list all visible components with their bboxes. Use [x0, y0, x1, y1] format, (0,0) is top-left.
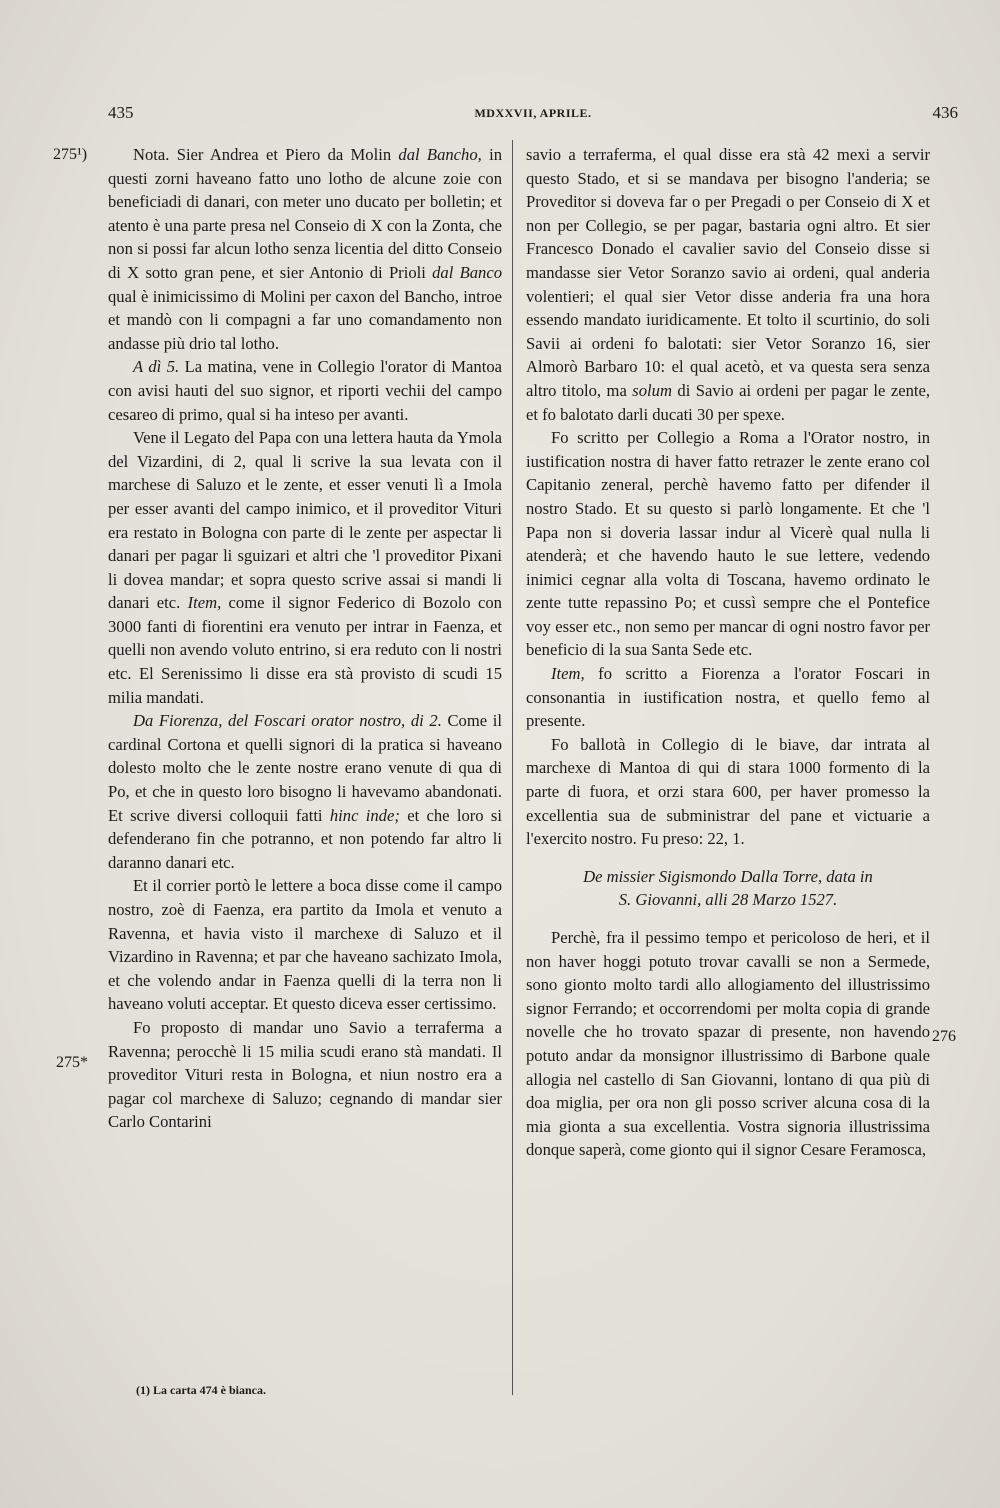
margin-note-275b: 275* — [56, 1054, 88, 1071]
paragraph: Item, fo scritto a Fiorenza a l'orator Foscari in consonantia in iustification nostra, et quello femo al presente. — [526, 664, 930, 731]
paragraph: Perchè, fra il pessimo tempo et pericoloso de heri, et il non haver hoggi potuto trovar cavalli se non a Sermede, sono gionto molto tardi allo allogiamento del illustrissimo signor Ferrando; et occorrendomi per molta copia di grande novelle che ho trovato spazar di presente, non havendo potuto andar da monsignor illustrissimo di Barbone quale allogia nel castello di San Giovanni, lontano di qua più di doa miglia, per ora non gli posso scriver alcuna cosa di la mia gionta a sua excellentia. Vostra signoria illustrissima donque saperà, come gionto qui il signor Cesare Feramosca, — [526, 928, 930, 1160]
paragraph: A dì 5. La matina, vene in Collegio l'orator di Mantoa con avisi hauti del suo signor, et riporti vechii del campo cesareo di primo, qual si ha inteso per avanti. — [108, 357, 502, 424]
paragraph: savio a terraferma, el qual disse era stà 42 mexi a servir questo Stado, et si se mandava per bisogno l'anderia; se Proveditor si doveva far o per Pregadi o per Conseio di X et non per Collegio, se per pagar, bastaria ogni altro. Et sier Francesco Donado el cavalier savio del Conseio disse si mandasse sier Vetor Soranzo savio ai ordeni, qual anderia volentieri; el qual sier Vetor disse anderia fra una hora essendo mandato iuridicamente. Et tolto il scurtinio, do soli Savii ai ordeni fo balotati: sier Vetor Soranzo 16, sier Almorò Barbaro 10: el qual acetò, et va questa sera senza altro titolo, ma solum di Savio ai ordeni per pagar le zente, et fo balotato darli ducati 30 per spexe. — [526, 145, 930, 424]
column-divider — [512, 140, 513, 1395]
footnote: (1) La carta 474 è bianca. — [136, 1383, 266, 1397]
paragraph: Nota. Sier Andrea et Piero da Molin dal Bancho, in questi zorni haveano fatto uno lotho de alcune zoie con beneficiadi di danari, con meter uno ducato per bolletin; et atento è una parte presa nel Conseio di X con la Zonta, che non si possi far alcun lotho senza licentia del ditto Conseio di X sotto gran pene, et sier Antonio di Prioli dal Banco qual è inimicissimo di Molini per caxon del Bancho, introe et mandò con li compagni a far uno comandamento non andasse più drio tal lotho. — [108, 145, 503, 353]
left-column — [108, 143, 502, 1134]
paragraph: Fo ballotà in Collegio di le biave, dar intrata al marchexe di Mantoa di qui di stara 1000 formento di la parte di fuora, et orzi stara 600, per haver promesso la excellentia sua de subministrar del pane et victuarie a l'exercito nostro. Fu preso: 22, 1. — [526, 734, 930, 849]
section-heading: De missier Sigismondo Dalla Torre, data in S. Giovanni, alli 28 Marzo 1527. — [583, 866, 873, 910]
right-column — [526, 143, 930, 1162]
paragraph: Fo proposto di mandar uno Savio a terraferma a Ravenna; perocchè li 15 milia scudi erano stà mandati. Il proveditor Vituri resta in Bologna, et niun nostro era a pagar col marchexe di Saluzo; cegnando di mandar sier Carlo Contarini — [108, 1017, 502, 1132]
paragraph: Et il corrier portò le lettere a boca disse come il campo nostro, zoè di Faenza, era partito da Imola et venuto a Ravenna, et havia visto il marchexe di Saluzo et il Vizardino in Ravenna; et par che haveano sachizato Imola, et che volendo andar in Faenza quelli di la terra non li haveano voluti acceptar. Et questo diceva esser certissimo. — [108, 876, 502, 1014]
running-title: MDXXVII, APRILE. — [474, 106, 592, 120]
paragraph: Da Fiorenza, del Foscari orator nostro, di 2. Come il cardinal Cortona et quelli signori di la pratica si haveano dolesto molto che le zente nostre erano venute di qua di Po, et che in questo loro bisogno li havevamo abandonati. Et scrive diversi colloquii fatti hinc inde; et che loro si defenderano fin che potranno, et non potendo far altro li daranno danari etc. — [108, 711, 502, 872]
left-page-number: 435 — [108, 103, 134, 122]
margin-note-276: 276 — [932, 1028, 956, 1045]
paragraph: Fo scritto per Collegio a Roma a l'Orator nostro, in iustification nostra di haver fatto retrazer le zente erano col Capitanio zeneral, perchè havemo fatto per difender il nostro Stado. Et su questo si parlò longamente. Et che 'l Papa non si doveria lassar indur al Vicerè qual nulla li atenderà; et che havendo hauto le sue lettere, vedendo inimici cegnar alla volta di Toscana, havemo ordinato le zente tutte repassino Po; et cussì sempre che el Pontefice voy esser etc., non semo per mancar di ogni nostro favor per beneficio di la sua Santa Sede etc. — [526, 428, 930, 660]
right-page-number: 436 — [932, 103, 958, 122]
paragraph: Vene il Legato del Papa con una lettera hauta da Ymola del Vizardini, di 2, qual li scrive la sua levata con il marchese di Saluzo et le zente, et esser venuti lì a Imola per esser avanti del campo inimico, et il proveditor Vituri era restato in Bologna con parte di le zente per aspectar li danari per pagar li sguizari et altri che 'l proveditor Pixani li dovea mandar; et sopra questo scrive assai si mandi li danari etc. Item, come il signor Federico di Bozolo con 3000 fanti di fiorentini era venuto per intrar in Faenza, et quelli non avendo voluto entrino, si era reduto con li nostri etc. El Serenissimo li disse era stà provisto di scudi 15 milia mandati. — [108, 428, 502, 707]
margin-note-275a: 275¹) — [53, 146, 88, 163]
page-header — [108, 103, 958, 131]
